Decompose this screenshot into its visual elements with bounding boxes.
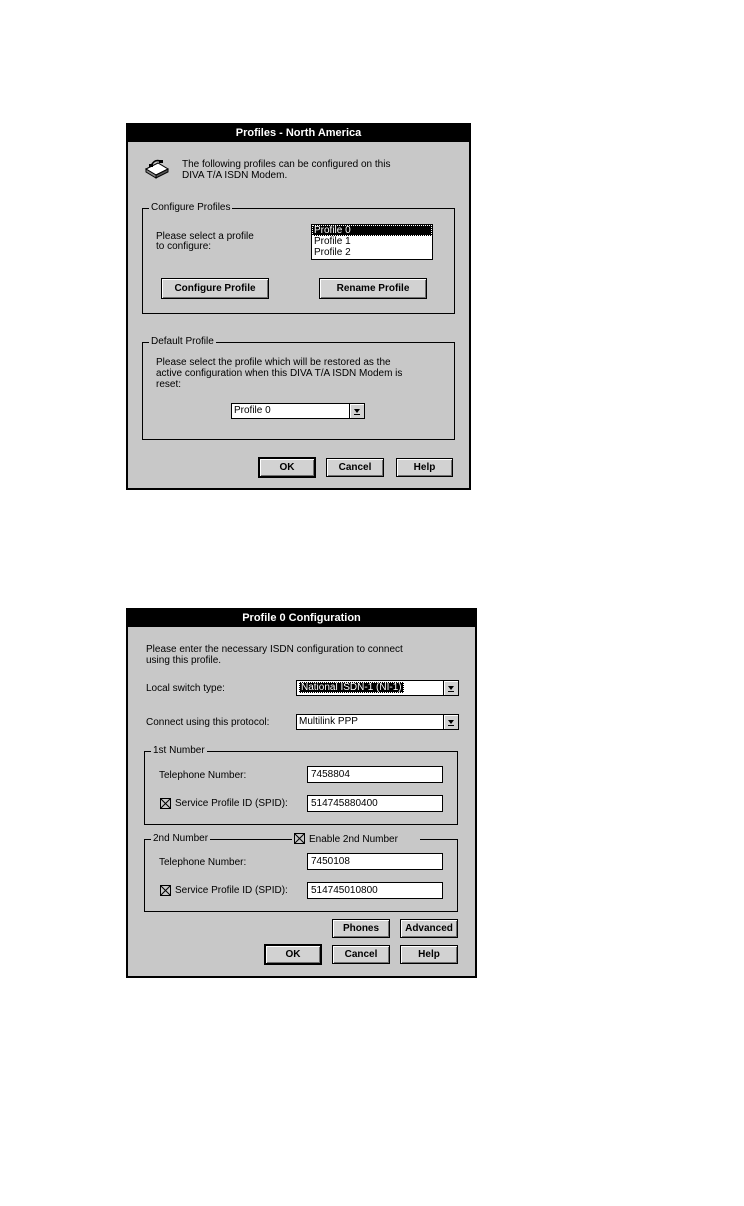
- modem-icon: [144, 157, 170, 179]
- intro-line-2: DIVA T/A ISDN Modem.: [182, 170, 288, 181]
- protocol-label: Connect using this protocol:: [146, 717, 270, 728]
- dropdown-arrow-icon[interactable]: [349, 404, 364, 418]
- default-prompt-2: active configuration when this DIVA T/A ISDN Modem is: [156, 368, 403, 379]
- group-legend: Default Profile: [151, 336, 214, 347]
- configure-profiles-group: [142, 202, 455, 314]
- help-button[interactable]: Help: [400, 945, 458, 964]
- first-number-group: [144, 745, 458, 825]
- spid-label: Service Profile ID (SPID):: [175, 798, 288, 809]
- enable-second-number-label: Enable 2nd Number: [309, 834, 398, 845]
- enable-second-number-checkbox[interactable]: [294, 833, 305, 844]
- dropdown-value: Multilink PPP: [299, 716, 358, 727]
- ok-button[interactable]: OK: [264, 944, 322, 965]
- telephone-number-field[interactable]: 7458804: [307, 766, 443, 783]
- switch-type-label: Local switch type:: [146, 683, 225, 694]
- ok-button[interactable]: OK: [258, 457, 316, 478]
- rename-profile-button[interactable]: Rename Profile: [319, 278, 427, 299]
- switch-type-dropdown[interactable]: [296, 680, 459, 696]
- dialog-title: Profiles - North America: [128, 125, 469, 142]
- telephone-number-label: Telephone Number:: [159, 857, 247, 868]
- group-legend: 2nd Number: [153, 833, 209, 844]
- select-prompt-1: Please select a profile: [156, 231, 254, 242]
- group-legend: Configure Profiles: [151, 202, 231, 213]
- dropdown-arrow-icon[interactable]: [443, 715, 458, 729]
- group-legend: 1st Number: [153, 745, 205, 756]
- default-prompt-3: reset:: [156, 379, 182, 390]
- spid-checkbox[interactable]: [160, 798, 171, 809]
- telephone-number-field[interactable]: 7450108: [307, 853, 443, 870]
- default-profile-group: [142, 336, 455, 440]
- enable-second-number-control[interactable]: [292, 833, 420, 845]
- intro-line-1: Please enter the necessary ISDN configuration to connect: [146, 644, 403, 655]
- dropdown-value: Profile 0: [234, 405, 271, 416]
- list-item[interactable]: Profile 0: [312, 225, 432, 236]
- list-item[interactable]: Profile 1: [314, 236, 351, 247]
- second-number-group: [144, 833, 458, 912]
- protocol-dropdown[interactable]: [296, 714, 459, 730]
- help-button[interactable]: Help: [396, 458, 453, 477]
- default-profile-dropdown[interactable]: [231, 403, 365, 419]
- profiles-dialog: [126, 123, 471, 490]
- cancel-button[interactable]: Cancel: [326, 458, 384, 477]
- spid-field[interactable]: 514745880400: [307, 795, 443, 812]
- default-prompt-1: Please select the profile which will be restored as the: [156, 357, 391, 368]
- cancel-button[interactable]: Cancel: [332, 945, 390, 964]
- select-prompt-2: to configure:: [156, 241, 212, 252]
- dropdown-arrow-icon[interactable]: [443, 681, 458, 695]
- profile-configuration-dialog: [126, 608, 477, 978]
- phones-button[interactable]: Phones: [332, 919, 390, 938]
- configure-profile-button[interactable]: Configure Profile: [161, 278, 269, 299]
- intro-line-1: The following profiles can be configured on this: [182, 159, 391, 170]
- dialog-title: Profile 0 Configuration: [128, 610, 475, 627]
- profile-listbox[interactable]: [311, 224, 433, 260]
- intro-line-2: using this profile.: [146, 655, 222, 666]
- telephone-number-label: Telephone Number:: [159, 770, 247, 781]
- list-item[interactable]: Profile 2: [314, 247, 351, 258]
- spid-label: Service Profile ID (SPID):: [175, 885, 288, 896]
- spid-checkbox[interactable]: [160, 885, 171, 896]
- spid-field[interactable]: 514745010800: [307, 882, 443, 899]
- dropdown-value: National ISDN-1 (NI-1): [301, 682, 402, 693]
- advanced-button[interactable]: Advanced: [400, 919, 458, 938]
